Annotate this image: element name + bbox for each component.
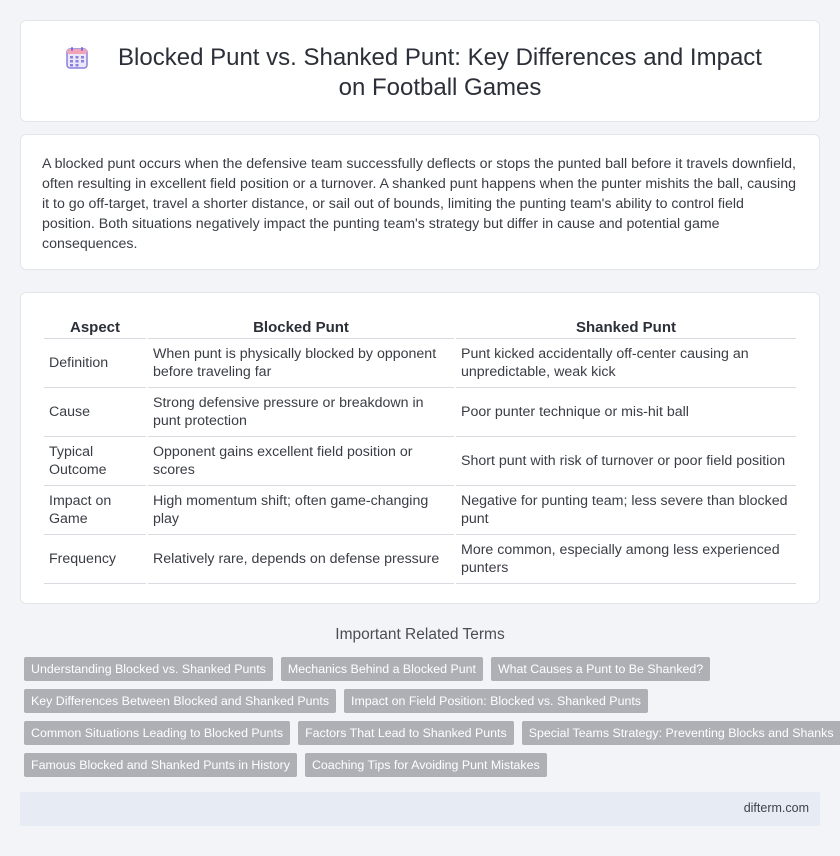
footer-site-link[interactable]: difterm.com bbox=[743, 801, 809, 815]
table-cell-shanked: Poor punter technique or mis-hit ball bbox=[456, 388, 796, 437]
related-term-link[interactable]: Impact on Field Position: Blocked vs. Shanked Punts bbox=[344, 689, 648, 713]
table-row bbox=[44, 535, 796, 584]
tag-row bbox=[24, 721, 834, 745]
table-cell-shanked: Short punt with risk of turnover or poor field position bbox=[456, 437, 796, 486]
page-title: Blocked Punt vs. Shanked Punt: Key Differences and Impact on Football Games bbox=[118, 44, 762, 101]
column-header-blocked-punt: Blocked Punt bbox=[148, 317, 454, 339]
related-term-link[interactable]: Common Situations Leading to Blocked Punts bbox=[24, 721, 290, 745]
table-cell-shanked: Punt kicked accidentally off-center causing an unpredictable, weak kick bbox=[456, 339, 796, 388]
related-term-link[interactable]: Famous Blocked and Shanked Punts in History bbox=[24, 753, 297, 777]
table-cell-aspect: Impact on Game bbox=[44, 486, 146, 535]
related-term-link[interactable]: Understanding Blocked vs. Shanked Punts bbox=[24, 657, 273, 681]
related-terms-tags bbox=[24, 657, 834, 785]
column-header-shanked-punt: Shanked Punt bbox=[456, 317, 796, 339]
table-cell-blocked: Opponent gains excellent field position or scores bbox=[148, 437, 454, 486]
table-row bbox=[44, 388, 796, 437]
table-cell-aspect: Cause bbox=[44, 388, 146, 437]
header-card bbox=[20, 20, 820, 122]
table-cell-blocked: When punt is physically blocked by opponent before traveling far bbox=[148, 339, 454, 388]
related-term-link[interactable]: Coaching Tips for Avoiding Punt Mistakes bbox=[305, 753, 547, 777]
comparison-table-card bbox=[20, 292, 820, 604]
tag-row bbox=[24, 753, 824, 777]
table-cell-blocked: Strong defensive pressure or breakdown in punt protection bbox=[148, 388, 454, 437]
table-row bbox=[44, 486, 796, 535]
related-term-link[interactable]: Mechanics Behind a Blocked Punt bbox=[281, 657, 483, 681]
footer-bar bbox=[20, 792, 820, 826]
related-term-link[interactable]: Factors That Lead to Shanked Punts bbox=[298, 721, 514, 745]
table-cell-aspect: Typical Outcome bbox=[44, 437, 146, 486]
intro-paragraph: A blocked punt occurs when the defensive team successfully deflects or stops the punted ball before it travels downfield, often resulting in excellent field position or a turnover. A shanked punt happens when the punter mishits the ball, causing it to go off-target, travel a shorter distance, or sail out of bounds, limiting the punting team's ability to control field position. Both situations negatively impact the punting team's strategy but differ in cause and potential game consequences. bbox=[42, 156, 796, 252]
related-terms-title: Important Related Terms bbox=[335, 626, 505, 643]
intro-card bbox=[20, 134, 820, 270]
related-term-link[interactable]: What Causes a Punt to Be Shanked? bbox=[491, 657, 710, 681]
related-term-link[interactable]: Key Differences Between Blocked and Shanked Punts bbox=[24, 689, 336, 713]
table-cell-shanked: Negative for punting team; less severe than blocked punt bbox=[456, 486, 796, 535]
column-header-aspect: Aspect bbox=[44, 317, 146, 339]
table-row bbox=[44, 437, 796, 486]
title-wrap bbox=[21, 43, 819, 103]
table-cell-blocked: Relatively rare, depends on defense pressure bbox=[148, 535, 454, 584]
tag-row bbox=[24, 689, 824, 713]
comparison-table bbox=[42, 317, 798, 584]
table-cell-blocked: High momentum shift; often game-changing play bbox=[148, 486, 454, 535]
table-row bbox=[44, 339, 796, 388]
table-cell-aspect: Frequency bbox=[44, 535, 146, 584]
table-cell-aspect: Definition bbox=[44, 339, 146, 388]
table-header-row bbox=[44, 317, 796, 339]
related-term-link[interactable]: Special Teams Strategy: Preventing Blocks and Shanks bbox=[522, 721, 840, 745]
tag-row bbox=[24, 657, 824, 681]
table-cell-shanked: More common, especially among less experienced punters bbox=[456, 535, 796, 584]
